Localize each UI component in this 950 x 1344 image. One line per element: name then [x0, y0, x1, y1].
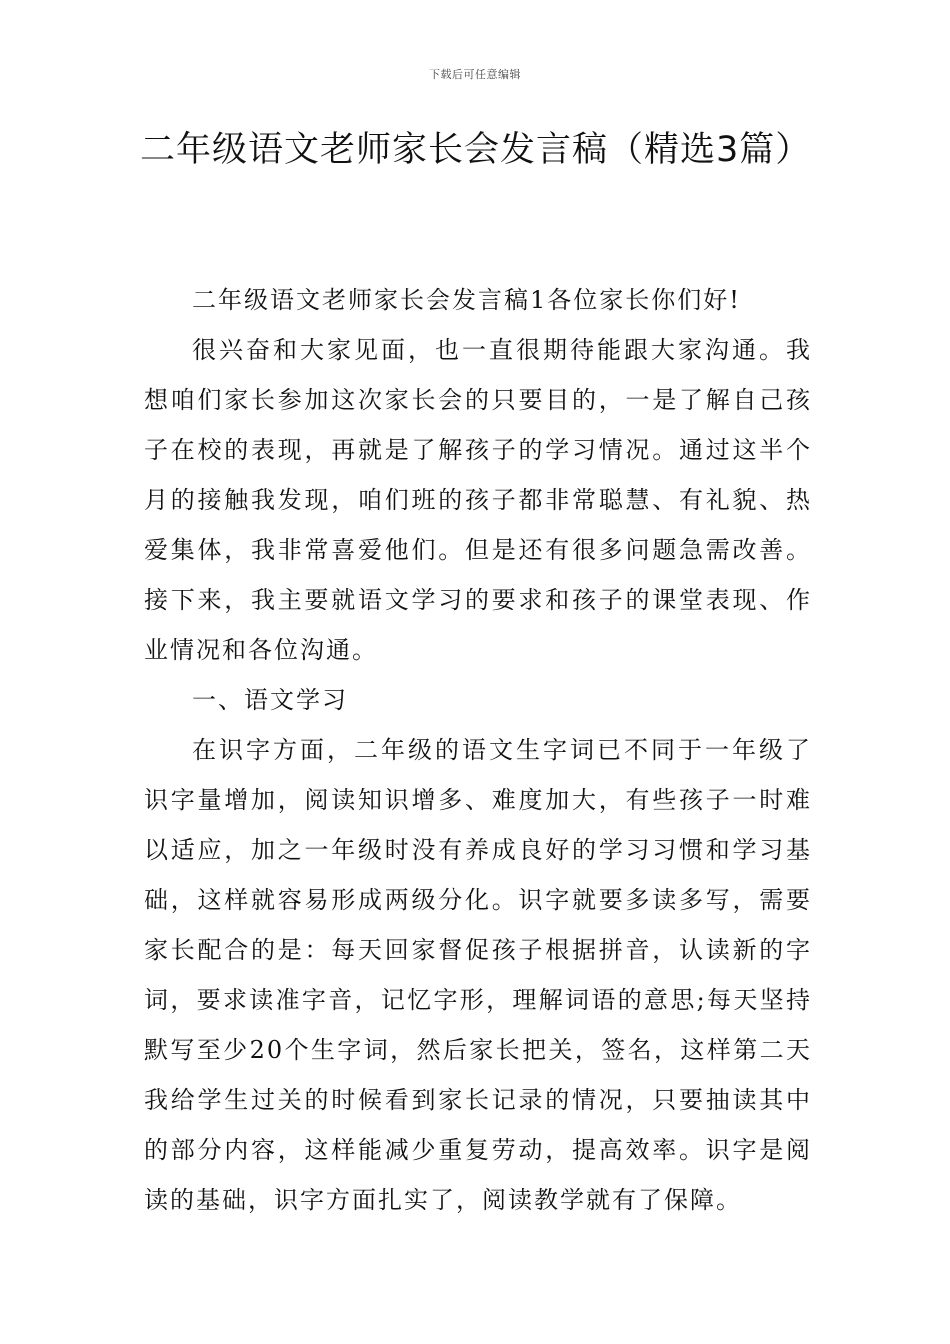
paragraph-intro: 很兴奋和大家见面，也一直很期待能跟大家沟通。我想咱们家长参加这次家长会的只要目的，一是了解自己孩子在校的表现，再就是了解孩子的学习情况。通过这半个月的接触我发现，咱们班的孩子都非常聪慧、有礼貌、热爱集体，我非常喜爱他们。但是还有很多问题急需改善。接下来，我主要就语文学习的要求和孩子的课堂表现、作业情况和各位沟通。: [144, 336, 812, 664]
document-title: 二年级语文老师家长会发言稿（精选3篇）: [140, 130, 812, 170]
paragraph-literacy: 在识字方面，二年级的语文生字词已不同于一年级了识字量增加，阅读知识增多、难度加大，有些孩子一时难以适应，加之一年级时没有养成良好的学习习惯和学习基础，这样就容易形成两级分化。识字就要多读多写，需要家长配合的是：每天回家督促孩子根据拼音，认读新的字词，要求读准字音，记忆字形，理解词语的意思;每天坚持默写至少20个生字词，然后家长把关，签名，这样第二天我给学生过关的时候看到家长记录的情况，只要抽读其中的部分内容，这样能减少重复劳动，提高效率。识字是阅读的基础，识字方面扎实了，阅读教学就有了保障。: [144, 736, 812, 1214]
header-note: 下载后可任意编辑: [429, 68, 521, 81]
section-heading-chinese-learning: 一、语文学习: [192, 686, 348, 714]
document-body: [144, 275, 812, 1225]
paragraph-greeting: 二年级语文老师家长会发言稿1各位家长你们好!: [192, 286, 741, 314]
